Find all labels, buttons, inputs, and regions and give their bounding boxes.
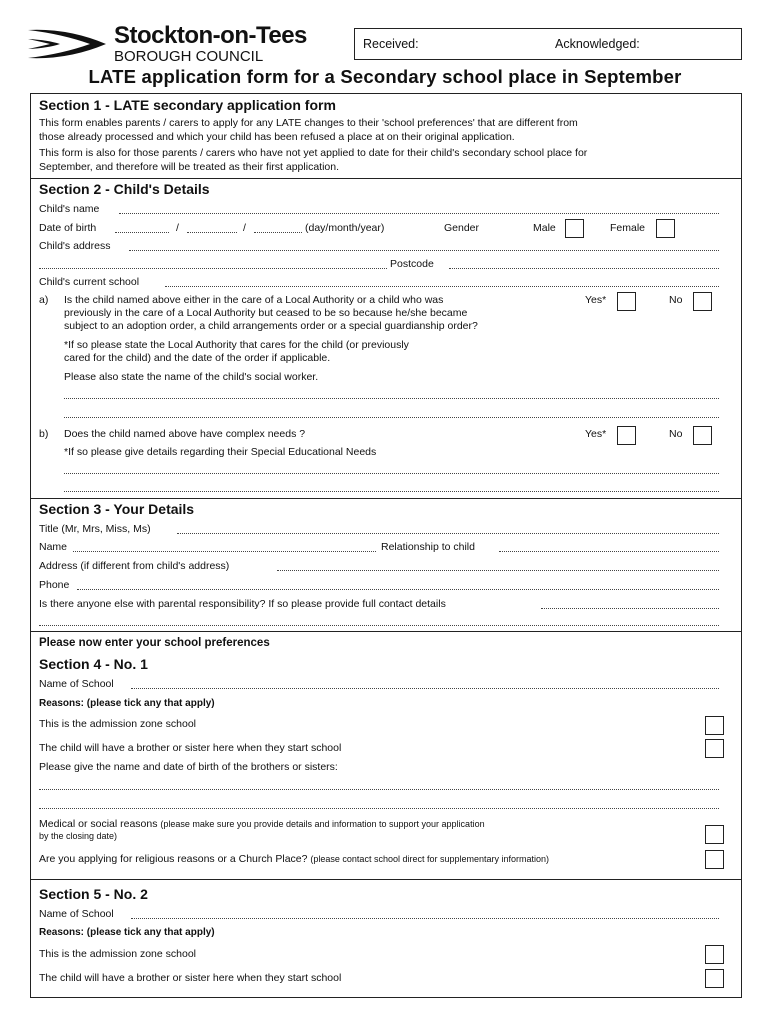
s4-medical-text: Medical or social reasons — [39, 818, 158, 830]
relationship-label: Relationship to child — [381, 541, 475, 553]
s4-sibling-label: The child will have a brother or sister here when they start school — [39, 742, 342, 754]
section-1-heading: Section 1 - LATE secondary application form — [39, 97, 336, 113]
section-2-heading: Section 2 - Child's Details — [39, 181, 210, 197]
parent-title-field[interactable] — [177, 524, 719, 534]
s4-sibling-names-label: Please give the name and date of birth of the brothers or sisters: — [39, 761, 338, 773]
dob-label: Date of birth — [39, 222, 97, 234]
org-name: Stockton-on-Tees — [114, 22, 307, 49]
question-a-line1: Is the child named above either in the care of a Local Authority or a child who was — [64, 294, 444, 306]
dob-year-field[interactable] — [254, 223, 302, 233]
male-label: Male — [533, 222, 556, 234]
section-5-heading: Section 5 - No. 2 — [39, 886, 148, 902]
question-a-no-label: No — [669, 294, 683, 306]
s4-medical-checkbox[interactable] — [705, 825, 724, 844]
s4-reasons-label: Reasons: (please tick any that apply) — [39, 698, 215, 709]
question-a-details-field-2[interactable] — [64, 408, 719, 418]
section-1 — [31, 94, 741, 178]
dob-slash-2: / — [243, 222, 246, 234]
relationship-field[interactable] — [499, 542, 719, 552]
dob-slash-1: / — [176, 222, 179, 234]
male-checkbox[interactable] — [565, 219, 584, 238]
question-a-line3: subject to an adoption order, a child arrangements order or a special guardianship order? — [64, 320, 478, 332]
s4-religious-checkbox[interactable] — [705, 850, 724, 869]
s4-medical-note: (please make sure you provide details and information to support your application — [160, 819, 485, 829]
section-3 — [31, 498, 741, 631]
gender-label: Gender — [444, 222, 480, 234]
s4-sibling-details-field-2[interactable] — [39, 799, 719, 809]
dob-month-field[interactable] — [187, 223, 237, 233]
dob-format: (day/month/year) — [305, 222, 385, 234]
s4-zone-checkbox[interactable] — [705, 716, 724, 735]
parent-address-field[interactable] — [277, 561, 719, 571]
postcode-field[interactable] — [449, 259, 719, 269]
question-b-label: b) — [39, 428, 49, 440]
question-b-if-line: *If so please give details regarding their Special Educational Needs — [64, 446, 377, 458]
s5-sibling-checkbox[interactable] — [705, 969, 724, 988]
dob-day-field[interactable] — [115, 223, 169, 233]
s4-medical-note-2: by the closing date) — [39, 831, 118, 841]
s4-sibling-details-field-1[interactable] — [39, 780, 719, 790]
s1-para1-line1: This form enables parents / carers to apply for any LATE changes to their 'school preferences' that are different from — [39, 117, 578, 129]
question-a-yes-label: Yes* — [585, 294, 607, 306]
acknowledged-label: Acknowledged: — [555, 37, 640, 51]
s5-school-name-field[interactable] — [131, 909, 719, 919]
preferences-intro: Please now enter your school preferences — [39, 637, 270, 649]
social-worker-label: Please also state the name of the child's social worker. — [64, 371, 319, 383]
question-b-no-checkbox[interactable] — [693, 426, 712, 445]
swoosh-logo-icon — [28, 28, 108, 60]
s4-school-name-label: Name of School — [39, 678, 114, 690]
received-label: Received: — [363, 37, 419, 51]
s4-medical-label — [39, 818, 485, 830]
s1-para2-line2: September, and therefore will be treated as their first application. — [39, 161, 339, 173]
s5-sibling-label: The child will have a brother or sister here when they start school — [39, 972, 342, 984]
parent-name-field[interactable] — [73, 542, 376, 552]
s5-school-name-label: Name of School — [39, 908, 114, 920]
parental-responsibility-label: Is there anyone else with parental responsibility? If so please provide full contact details — [39, 598, 446, 610]
form-header — [28, 22, 744, 68]
s5-zone-label: This is the admission zone school — [39, 948, 196, 960]
child-name-label: Child's name — [39, 203, 100, 215]
question-a-yes-checkbox[interactable] — [617, 292, 636, 311]
current-school-field[interactable] — [165, 277, 719, 287]
phone-field[interactable] — [77, 580, 719, 590]
section-2 — [31, 178, 741, 498]
section-4-heading: Section 4 - No. 1 — [39, 656, 148, 672]
s1-para1-line2: those already processed and which your child has been refused a place at on their original application. — [39, 131, 515, 143]
page-title: LATE application form for a Secondary school place in September — [88, 66, 682, 87]
sen-details-field-2[interactable] — [64, 482, 719, 492]
office-use-box — [354, 28, 742, 60]
question-a-details-field-1[interactable] — [64, 389, 719, 399]
s4-religious-note: (please contact school direct for supplementary information) — [310, 854, 550, 864]
parent-name-label: Name — [39, 541, 68, 553]
child-address-field-1[interactable] — [129, 241, 719, 251]
s1-para2-line1: This form is also for those parents / carers who have not yet applied to date for their child's secondary school place for — [39, 147, 588, 159]
female-label: Female — [610, 222, 646, 234]
parent-address-label: Address (if different from child's address) — [39, 560, 230, 572]
postcode-label: Postcode — [390, 258, 434, 270]
council-logo — [28, 22, 328, 68]
question-b-no-label: No — [669, 428, 683, 440]
question-a-if-line1: *If so please state the Local Authority that cares for the child (or previously — [64, 339, 409, 351]
s5-zone-checkbox[interactable] — [705, 945, 724, 964]
child-address-field-2[interactable] — [39, 259, 387, 269]
s4-sibling-checkbox[interactable] — [705, 739, 724, 758]
child-address-label: Child's address — [39, 240, 111, 252]
question-b-yes-label: Yes* — [585, 428, 607, 440]
s4-religious-text: Are you applying for religious reasons or a Church Place? — [39, 853, 308, 865]
child-name-field[interactable] — [119, 204, 719, 214]
s5-reasons-label: Reasons: (please tick any that apply) — [39, 927, 215, 938]
parent-title-label: Title (Mr, Mrs, Miss, Ms) — [39, 523, 151, 535]
parental-responsibility-field-2[interactable] — [39, 616, 719, 626]
section-3-heading: Section 3 - Your Details — [39, 501, 195, 517]
current-school-label: Child's current school — [39, 276, 140, 288]
phone-label: Phone — [39, 579, 70, 591]
form-frame — [30, 93, 742, 998]
question-a-line2: previously in the care of a Local Authority but ceased to be so because he/she became — [64, 307, 468, 319]
s4-religious-label — [39, 853, 549, 865]
sen-details-field-1[interactable] — [64, 464, 719, 474]
question-a-if-line2: cared for the child) and the date of the order if applicable. — [64, 352, 331, 364]
question-a-label: a) — [39, 294, 49, 306]
s4-zone-label: This is the admission zone school — [39, 718, 196, 730]
section-5 — [31, 879, 741, 997]
question-b-line: Does the child named above have complex needs ? — [64, 428, 306, 440]
question-b-yes-checkbox[interactable] — [617, 426, 636, 445]
org-subname: BOROUGH COUNCIL — [114, 48, 264, 65]
female-checkbox[interactable] — [656, 219, 675, 238]
s4-school-name-field[interactable] — [131, 679, 719, 689]
section-4 — [31, 631, 741, 879]
question-a-no-checkbox[interactable] — [693, 292, 712, 311]
parental-responsibility-field-1[interactable] — [541, 599, 719, 609]
